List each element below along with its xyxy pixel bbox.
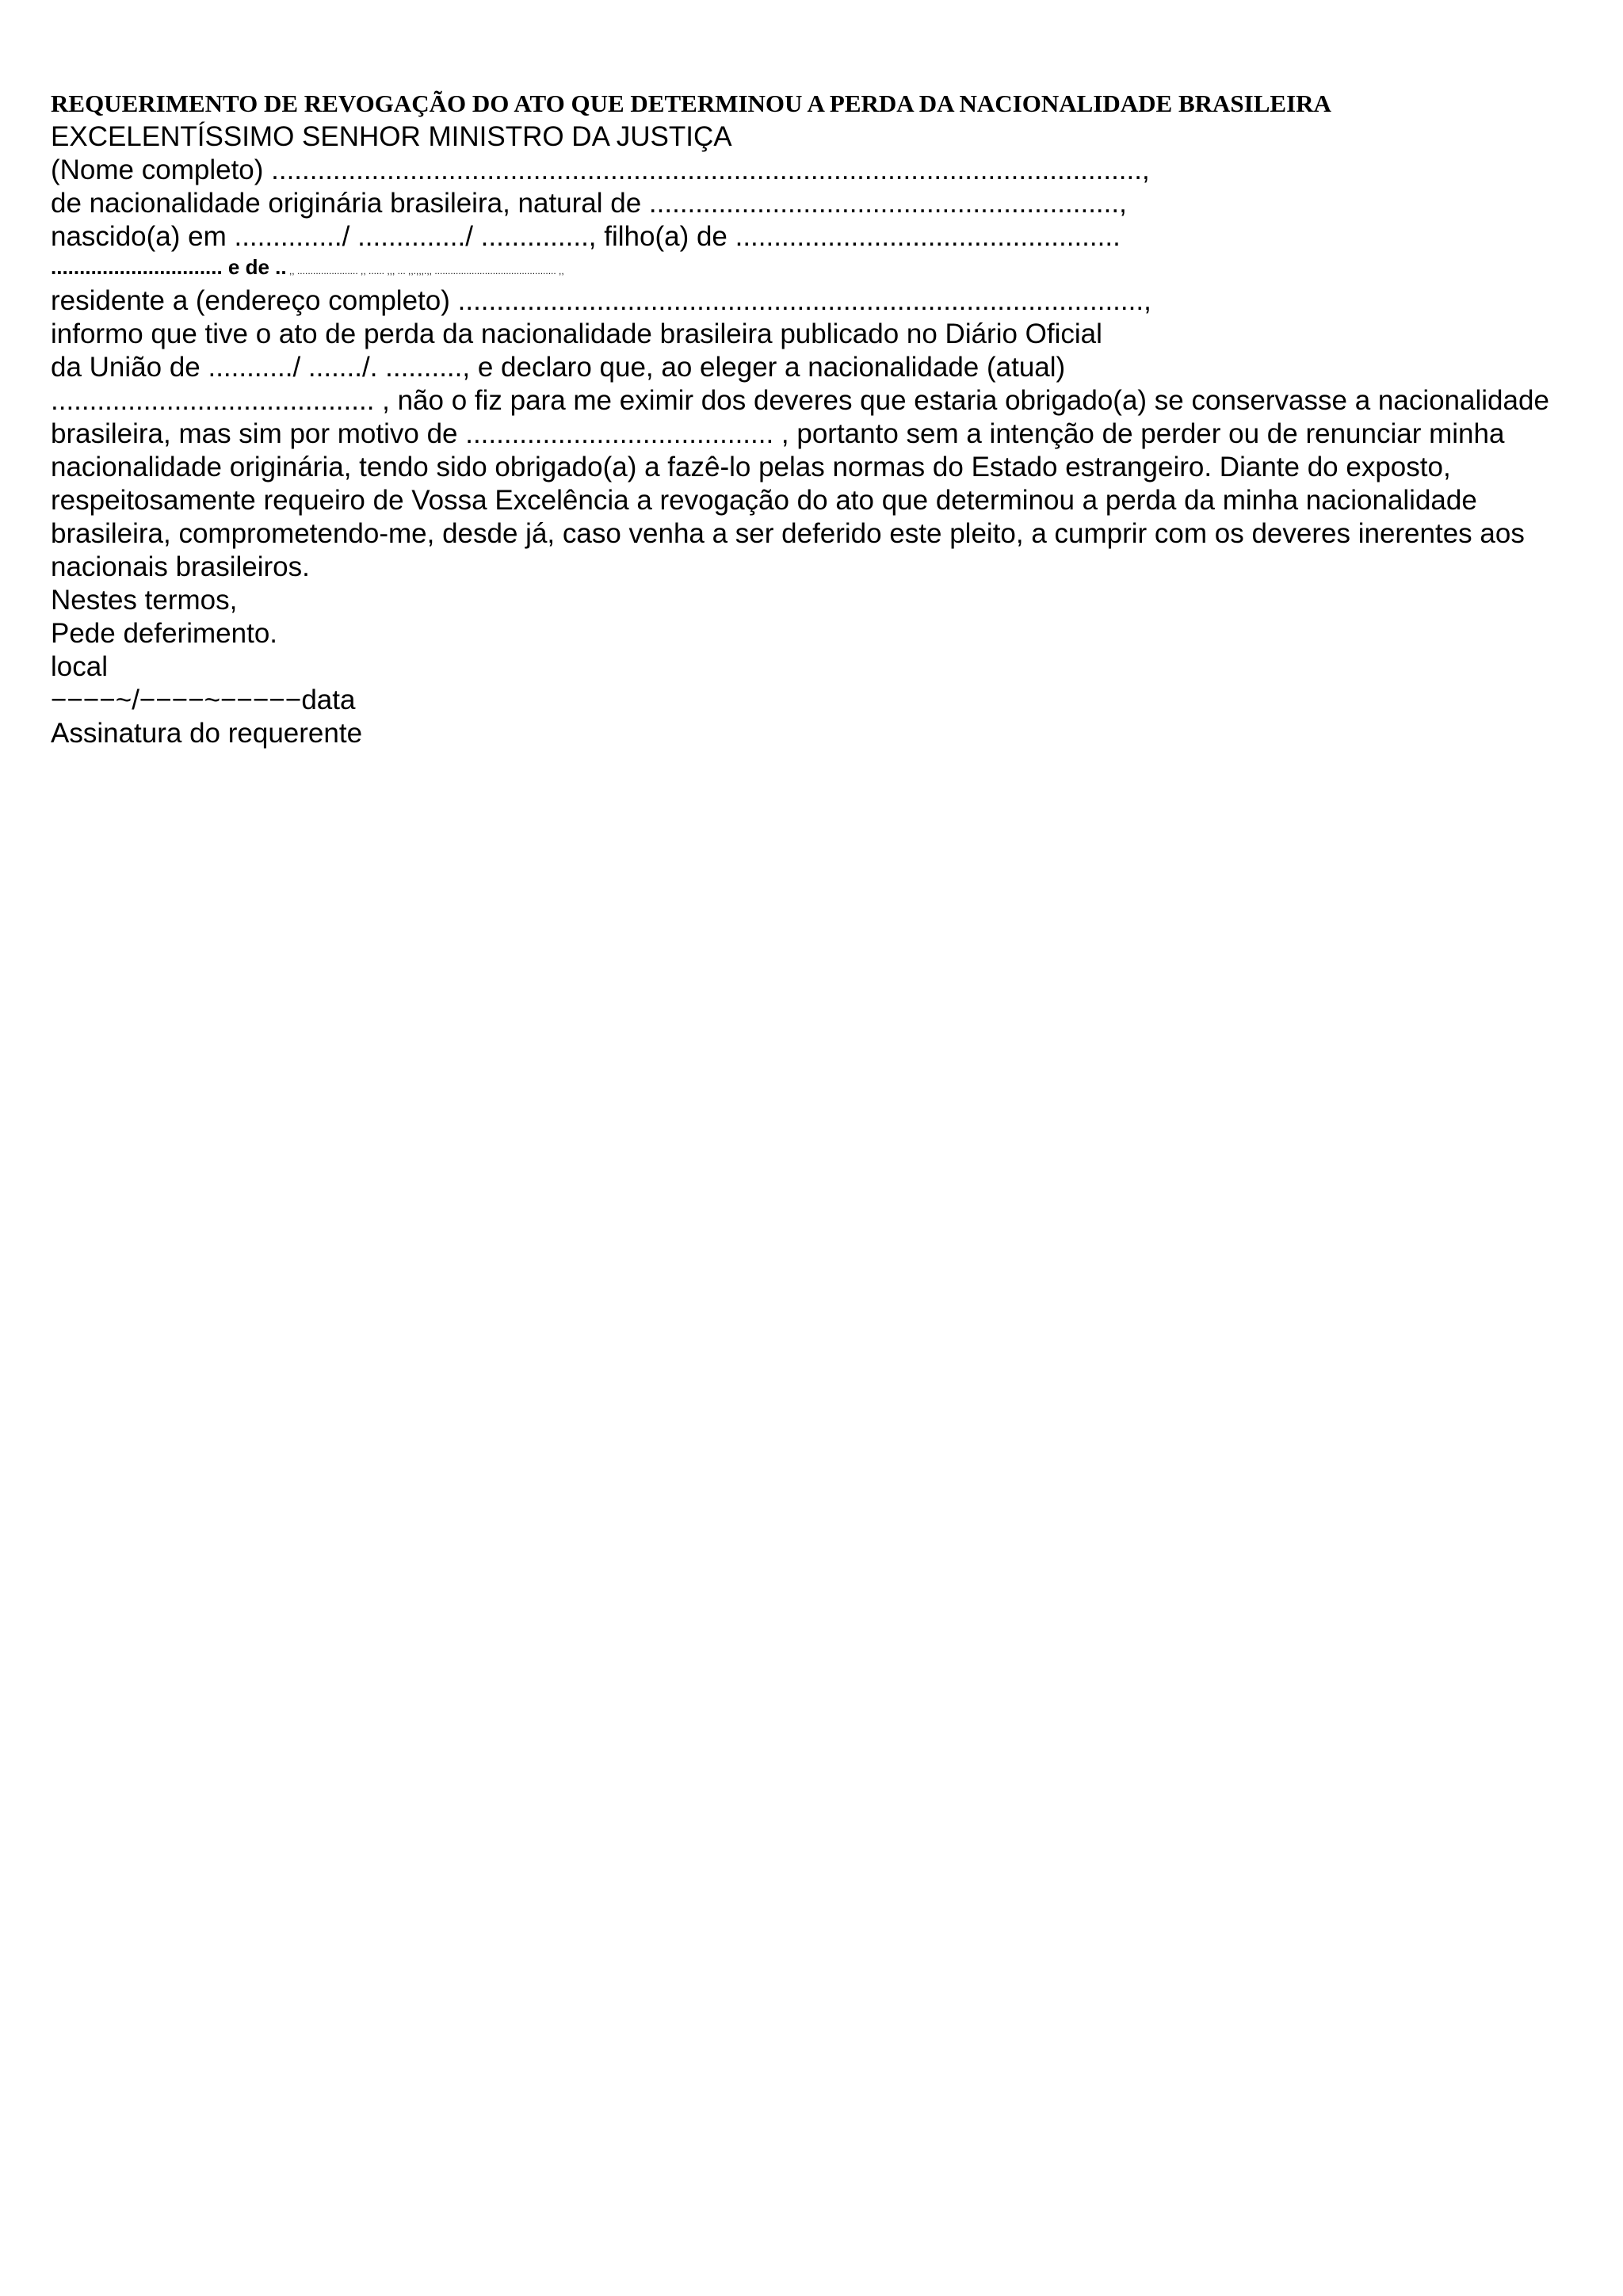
document-page — [51, 87, 1588, 750]
birth-parent-line: nascido(a) em ............../ ............../ .............., filho(a) de .................................................. — [51, 221, 1121, 252]
address-line: residente a (endereço completo) ........................................................................................., — [51, 285, 1151, 316]
parents-line-tail: ,, ....................... ,, ...... ,,, ... ,,.,,,.,, .............................................. ,, — [286, 265, 564, 277]
closing-terms: Nestes termos, — [51, 585, 238, 616]
inform-line-2: da União de .........../ ......./. .........., e declaro que, ao eleger a nacionalidade (atual) — [51, 352, 1066, 383]
document-title: REQUERIMENTO DE REVOGAÇÃO DO ATO QUE DETERMINOU A PERDA DA NACIONALIDADE BRASILEIRA — [51, 90, 1331, 117]
parents-line — [51, 254, 1588, 284]
salutation: EXCELENTÍSSIMO SENHOR MINISTRO DA JUSTIÇA — [51, 121, 732, 152]
local-label: local — [51, 651, 108, 682]
inform-line-1: informo que tive o ato de perda da nacionalidade brasileira publicado no Diário Oficial — [51, 318, 1102, 349]
closing-request: Pede deferimento. — [51, 618, 278, 649]
name-line: (Nome completo) ................................................................................................................., — [51, 154, 1150, 185]
date-line: −−−−~/−−−−~−−−−−data — [51, 685, 356, 715]
parents-line-bold: .............................. e de .. — [51, 255, 287, 279]
signature-label: Assinatura do requerente — [51, 718, 363, 749]
nationality-line: de nacionalidade originária brasileira, natural de ............................................................., — [51, 188, 1127, 219]
main-paragraph: .......................................... , não o fiz para me eximir dos deveres que estaria obrigado(a) se conservasse a nacionalidade brasileira, mas sim por motivo de ........................................ , portanto sem a intenção de perder ou de renunciar minha nacionalidade originária, tendo sido obrigado(a) a fazê-lo pelas normas do Estado estrangeiro. Diante do exposto, respeitosamente requeiro de Vossa Excelência a revogação do ato que determinou a perda da minha nacionalidade brasileira, comprometendo-me, desde já, caso venha a ser deferido este pleito, a cumprir com os deveres inerentes aos nacionais brasileiros. — [51, 385, 1549, 582]
